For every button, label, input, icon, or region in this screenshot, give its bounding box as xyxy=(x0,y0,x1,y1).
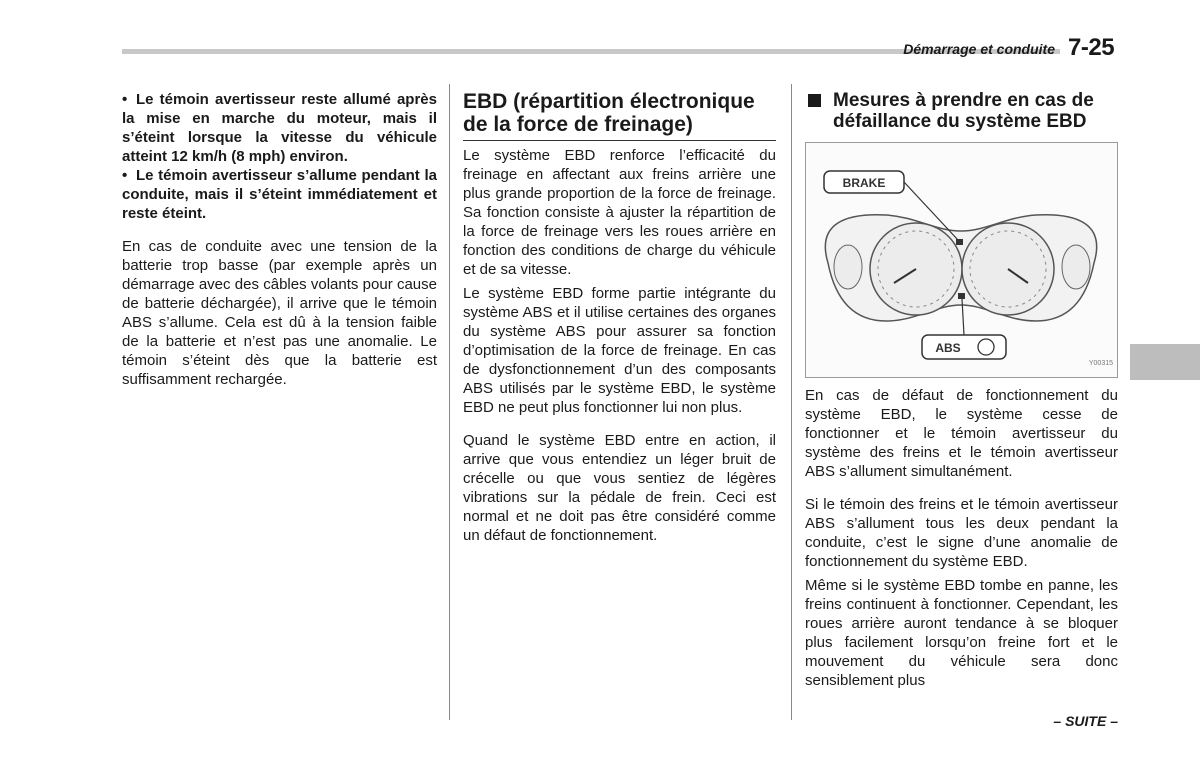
abs-callout-label: ABS xyxy=(935,341,961,355)
body-paragraph: Si le témoin des freins et le témoin avertisseur ABS s’allument tous les deux pendant la conduite, c’est le signe d’une anomalie de fonctionnement du système EBD. xyxy=(805,496,1118,570)
body-paragraph: En cas de défaut de fonctionnement du système EBD, le système cesse de fonctionner et le témoin avertisseur du système des freins et le témoin avertisseur ABS s’allument simultanément. xyxy=(805,387,1118,480)
temperature-gauge-icon xyxy=(1062,245,1090,289)
body-paragraph: Même si le système EBD tombe en panne, les freins continuent à fonctionner. Cependant, les roues arrière auront tendance à se bloquer plus facilement lorsqu’on freine fort et le mouvement du véhicule sera donc sensiblement plus xyxy=(805,577,1118,689)
abs-warning-lamp xyxy=(958,293,965,299)
column-divider xyxy=(791,84,792,720)
brake-warning-lamp xyxy=(956,239,963,245)
column-2 xyxy=(463,90,776,550)
chapter-tab xyxy=(1130,344,1200,380)
body-paragraph: En cas de conduite avec une tension de la batterie trop basse (par exemple après un démarrage avec des câbles volants pour cause de batterie déchargée), il arrive que le témoin ABS s’allume. Cela est dû à la tension faible de la batterie et n’est pas une anomalie. Le témoin s’éteint dès que la batterie est suffisamment rechargée. xyxy=(122,238,437,388)
bullet-dot: • xyxy=(122,91,128,108)
section-heading-ebd: EBD (répartition électronique de la force de freinage) xyxy=(463,90,776,141)
column-divider xyxy=(449,84,450,720)
bullet-item xyxy=(122,166,437,223)
bullet-text: Le témoin avertisseur s’allume pendant la conduite, mais il s’éteint immédiatement et reste éteint. xyxy=(122,167,437,222)
subsection-heading xyxy=(805,90,1118,132)
bullet-dot: • xyxy=(122,167,128,184)
header-section-title: Démarrage et conduite xyxy=(903,41,1055,57)
body-paragraph: Le système EBD forme partie intégrante du système ABS et il utilise certaines des organes du système ABS pour assurer sa fonction d’optimisation de la force de freinage. En cas de dysfonctionnement d’un des composants ABS utilisés par le système EBD, le système EBD ne peut plus fonctionner lui non plus. xyxy=(463,285,776,416)
figure-id: Y00315 xyxy=(1088,360,1113,367)
brake-callout-label: BRAKE xyxy=(842,176,886,190)
column-3 xyxy=(805,90,1118,695)
instrument-cluster-figure xyxy=(805,142,1118,378)
body-paragraph: Le système EBD renforce l’efficacité du freinage en affectant aux freins arrière une plus grande proportion de la force de freinage. Sa fonction consiste à ajuster la répartition de la force de freinage vers les roues arrière en fonction des conditions de charge du véhicule et de sa vitesse. xyxy=(463,147,776,278)
bullet-text: Le témoin avertisseur reste allumé après la mise en marche du moteur, mais il s’éteint lorsque la vitesse du véhicule atteint 12 km/h (8 mph) environ. xyxy=(122,91,437,165)
page-number: 7-25 xyxy=(1068,34,1115,61)
bullet-item xyxy=(122,90,437,166)
square-bullet-icon xyxy=(808,94,821,107)
instrument-cluster-illustration xyxy=(806,143,1117,377)
subsection-heading-text: Mesures à prendre en cas de défaillance du système EBD xyxy=(833,90,1094,132)
column-1 xyxy=(122,90,437,394)
fuel-gauge-icon xyxy=(834,245,862,289)
continued-marker: – SUITE – xyxy=(1053,713,1118,729)
body-paragraph: Quand le système EBD entre en action, il arrive que vous entendiez un léger bruit de crécelle ou que vous sentiez de légères vibrations sur la pédale de frein. Ceci est normal et ne doit pas être considéré comme un défaut de fonctionnement. xyxy=(463,432,776,544)
